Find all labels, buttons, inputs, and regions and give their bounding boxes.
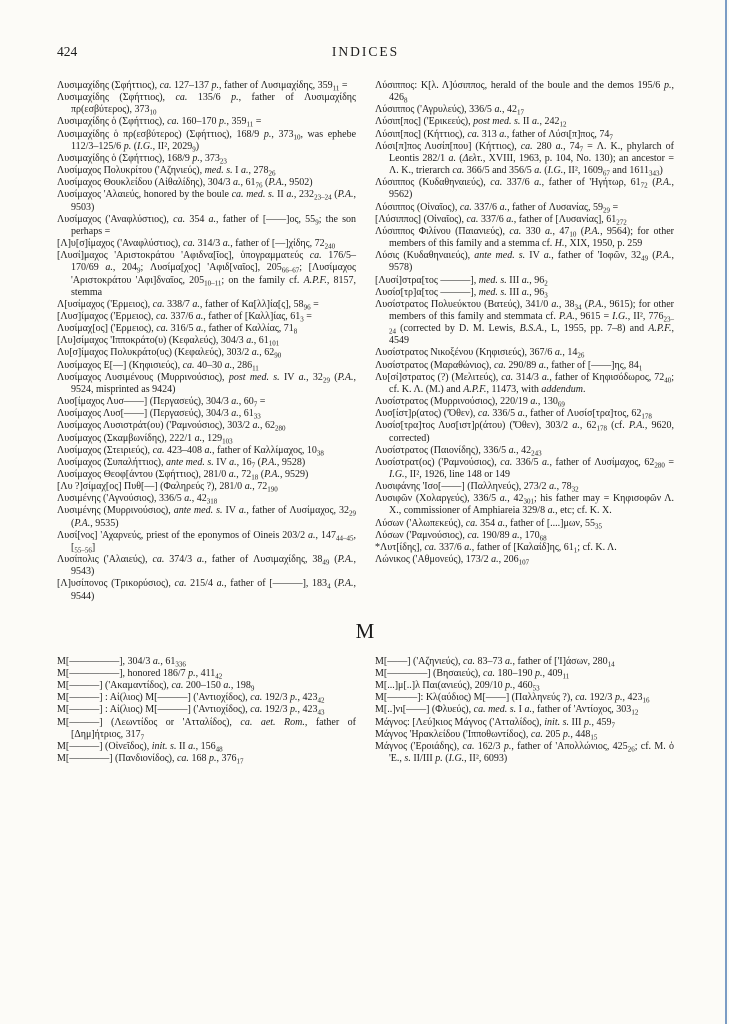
m-left-column	[57, 656, 356, 765]
index-entry: Λύσιπ[πος] ('Ερικεεύς), post med. s. II a., $242_{12}$	[375, 116, 567, 129]
index-entry: Λυσίμαχος (Συπαλήττιος), ante med. s. IV a., $16_7$ (P.A., 9528)	[57, 456, 306, 470]
index-entry: Λώνικος ('Αθμονεύς), 173/2 a., $206_{107}$	[375, 554, 530, 567]
index-entry: Λυσ[ίμαχος Λυσ——] (Περγασεύς), 304/3 a., $60_7$ =	[57, 396, 266, 409]
section-m-heading: M	[355, 618, 376, 643]
index-entry: [Λυ]σίμαχος 'Ιπποκράτο(υ) (Κεφαλεύς), 304/3 a., $61_{101}$	[57, 335, 280, 348]
index-entry: Λυσίσ[τρ]α[τος ———], med. s. III a., $96_3$	[375, 286, 548, 300]
lambda-right-column	[375, 80, 674, 603]
index-entry: Μ[————] (Βησαιεύς), ca. 180–190 p., $409_{11}$	[375, 667, 570, 681]
index-entry: Λυσιμένης ('Αγνούσιος), 336/5 a., $42_{318}$	[57, 493, 218, 506]
index-entry: Μάγνος 'Ηρακλείδου ('Ιπποθωντίδος), ca. 205 p., $448_{15}$	[375, 728, 598, 742]
index-entry: Λυσίμαχος Λυσιμένους (Μυρρινούσιος), post med. s. IV a., $32_{29}$ (P.A., 9524, misprinted as 9424)	[57, 371, 356, 395]
index-entry: Μ[—————], 304/3 a., $61_{336}$	[57, 655, 186, 669]
index-entry: Λύσιππος ('Αγρυλεύς), 336/5 a., $42_{17}$	[375, 104, 524, 117]
index-entry: Μ[———] (Οἰνεῖδος), init. s. II a., $156_{48}$	[57, 740, 223, 754]
index-entry: *Λυτ[ίδης], ca. 337/6 a., father of [Καλαίδ]ης, $61_1$; cf. Κ. Λ.	[375, 541, 617, 555]
index-entry: Λυσίστρατος (Παιονίδης), 336/5 a., $42_{243}$	[375, 444, 542, 458]
index-entry: Μάγνος: [Λεύ]κιος Μάγνος ('Ατταλίδος), init. s. III p., $459_7$	[375, 716, 615, 729]
index-entry: Λυσίμαχος ('Αναφλύστιος), ca. 354 a., father of [——]ος, $55_9$; the son perhaps =	[57, 213, 357, 237]
index-entry: Λυσιφῶν (Χολαργεύς), 336/5 a., $42_{301}$; his father may = Κηφισοφῶν Λ. Χ., commissioner of Amphiareia 329/8 a., etc; cf. Κ. Χ.	[375, 493, 675, 517]
index-entry: Λυσί[νος] 'Αχαρνεύς, priest of the eponymos of Oineis 203/2 a., $147_{44-45}$, $[_{55-56}]$	[57, 529, 357, 555]
index-entry: [Λύσιππος] (Οἰναῖος), ca. 337/6 a., father of [Λυσανίας], $61_{272}$	[375, 213, 627, 227]
index-entry: Λύσις (Κυδαθηναιεύς), ante med. s. IV a., father of 'Ιοφῶν, $32_{49}$ (P.A., 9578)	[375, 250, 675, 274]
index-entry: Μ[———] : Αἰ(λιος) Μ[———] ('Αντιοχίδος), ca. 192/3 p., $423_{43}$	[57, 704, 325, 717]
index-entry: Λυσιμαχίδης ὁ (Σφήττιος), 168/9 p., $373_{23}$	[57, 152, 227, 166]
index-entry: Λυσίμαχος (Σκαμβωνίδης), 222/1 a., $129_{103}$	[57, 432, 233, 446]
lambda-left-column	[57, 80, 356, 603]
index-entry: [Λ]υ[σ]ίμαχος ('Αναφλύστιος), ca. 314/3 a., father of [—]χίδης, $72_{240}$	[57, 238, 336, 251]
index-entry: Λυσ[ίστ]ρ(ατος) ('Όθεν), ca. 336/5 a., father of Λυσίσ[τρα]τος, $62_{178}$	[375, 408, 652, 421]
index-entry: Λυσιμαχίδης (Σφήττιος), ca. 127–137 p., father of Λυσιμαχίδης, $359_{11}$ =	[57, 80, 348, 93]
index-entry: [Λυ ?]σίμαχ[ος] Πυθ[—] (Φαληρεύς ?), 281/0 a., $72_{190}$	[57, 481, 278, 494]
index-entry: Λυσίμαχ[ος] ('Ερμειος), ca. 316/5 a., father of Καλλίας, $71_8$	[57, 323, 298, 336]
index-entry: Λυσίμαχος 'Αλαιεύς, honored by the boule ca. med. s. II a., $232_{23-24}$ (P.A., 9503)	[57, 189, 356, 213]
index-entry: Λυσιφάνης 'Ισο[——] (Παλληνεύς), 273/2 a., $78_{32}$	[375, 481, 579, 494]
index-entry: Λύσι[π]πος Λυσίπ[που] (Κήττιος), ca. 280 a., $74_7 = \Lambda$. Κ., phylarch of Leontis 282/1 a. (Δελτ., XVIII, 1963, p. 104, No. 130); an ancestor = Λ. Κ., trierarch ca. 366/5 and 356/5 a. (I.G., II², $1609_{67}$ and $1611_{343}$)	[375, 140, 675, 178]
index-entry: Λυ[σί]στρατος (?) (Μελιτεύς), ca. 314/3 a., father of Κηφισόδωρος, $72_{40}$; cf. Κ. Λ. (Μ.) and A.P.F., 11473, with addendum.	[375, 371, 674, 395]
index-entry: Μ[———]: Κλ(αύδιος) Μ[——] (Παλληνεύς ?), ca. 192/3 p., $423_{16}$	[375, 692, 650, 705]
index-entry: Λυσιμένης (Μυρρινούσιος), ante med. s. IV a., father of Λυσίμαχος, $32_{29}$ (P.A., 9535)	[57, 505, 356, 529]
index-entry: Μ[————] (Πανδιονίδος), ca. 168 p., $376_{17}$	[57, 752, 244, 766]
page-number: 424	[57, 44, 78, 59]
index-entry: Μ[——] ('Αζηνιεύς), ca. 83–73 a., father of ['Ι]άσων, $280_{14}$	[375, 655, 615, 669]
index-entry: Λυσίμαχος (Στειριεύς), ca. 423–408 a., father of Καλλίμαχος, $10_{38}$	[57, 444, 324, 458]
index-entry: Μ[———] : Αἰ(λιος) Μ[———] ('Αντιοχίδος), ca. 192/3 p., $423_{42}$	[57, 692, 325, 705]
index-entry: Λυσίμαχος Πολυκρίτου ('Αζηνιεύς), med. s. I a., $278_{26}$	[57, 165, 276, 178]
index-entry: Λυσίμαχος Λυσ[——] (Περγασεύς), 304/3 a., $61_{33}$	[57, 408, 261, 421]
index-entry: Λύσιππος Φιλίνου (Παιανιεύς), ca. 330 a., $47_{10}$ (P.A., 9564); for other members of this family and a stemma cf. H., XIX, 1950, p. 259	[375, 225, 674, 250]
index-entry: Λύσιππος (Οἰναῖος), ca. 337/6 a., father of Λυσανίας, $59_{29}$ =	[375, 201, 619, 215]
index-entry: Λυ[σ]ίμαχος Πολυκράτο(υς) (Κεφαλεύς), 303/2 a., $62_{90}$	[57, 347, 282, 360]
index-entry: Μ[———] ('Ακαμαντίδος), ca. 200–150 a., $198_9$	[57, 680, 255, 693]
index-entry: Λυσιμαχίδης ὁ (Σφήττιος), ca. 160–170 p., $359_{11}$ =	[57, 116, 262, 129]
m-index-section	[57, 656, 674, 765]
index-entry: Λ[υσίμαχος ('Ερμειος), ca. 338/7 a., father of Κα[λλ]ία[ς], $58_{96}$ =	[57, 298, 319, 312]
index-entry: Λυσίστρατος Πολυεύκτου (Βατεύς), 341/0 a., $38_{34}$ (P.A., 9615); for other members of this family and stemmata cf. P.A., 9615 = I.G., II², $776_{23-24}$ (corrected by D. M. Lewis, B.S.A., L, 1955, pp. 7–8) and A.P.F., 4549	[375, 298, 674, 347]
index-entry: Λύσιππος (Κυδαθηναιεύς), ca. 337/6 a., father of 'Ηγήτωρ, $61_{72}$ (P.A., 9562)	[375, 177, 674, 201]
index-entry: Λύσων ('Ραμνούσιος), ca. 190/89 a., $170_{68}$	[375, 529, 547, 543]
page-header-title: INDICES	[331, 44, 400, 59]
index-entry: Λυσίσ[τρα]τος Λυσ[ιστ]ρ(άτου) ('Όθεν), 303/2 a., $62_{178}$ (cf. P.A., 9620, corrected)	[375, 420, 674, 444]
index-entry: Λυσίμαχος Λυσιστράτ(ου) ('Ραμνούσιος), 303/2 a., $62_{280}$	[57, 420, 286, 433]
index-entry: Λυσιμαχίδης (Σφήττιος), ca. 135/6 p., father of Λυσιμαχίδης πρ(εσβύτερος), $373_{10}$	[57, 92, 357, 117]
index-entry: Μ[—————], honored 186/7 p., $411_{42}$	[57, 667, 223, 681]
index-entry: Λυσίστρατος (Μυρρινούσιος), 220/19 a., $130_{69}$	[375, 396, 565, 409]
lambda-index-section	[57, 80, 674, 603]
page-header	[57, 44, 674, 68]
index-entry: [Λυσί]μαχος 'Αριστοκράτου 'Αφιδνα[ῖος], ὑπογραμματεύς ca. 176/5–170/69 a., $204_9$; Λυσίμα[χος] 'Αφιδ[ναῖος], $205_{66-67}$; [Λυσίμαχος 'Αριστοκράτου 'Αφι]δναῖος, $205_{10-11}$; on the family cf. A.P.F., 8157, stemma	[57, 250, 357, 298]
index-entry: Μάγνος ('Εροιάδης), ca. 162/3 p., father of 'Απολλώνιος, $425_{26}$; cf. Μ. ὁ 'Ε., s. II/III p. (I.G., II², 6093)	[375, 740, 674, 764]
index-entry: Μ[..]νι[——] (Φλυεύς), ca. med. s. I a., father of 'Αντίοχος, $303_{12}$	[375, 704, 639, 717]
scan-edge-artifact	[725, 0, 727, 1024]
index-entry: [Λυσ]ίμαχος ('Ερμειος), ca. 337/6 a., father of [Καλλ]ίας, $61_3$ =	[57, 310, 312, 324]
m-right-column	[375, 656, 674, 765]
index-entry: Λυσιμαχίδης ὁ πρ(εσβύτερος) (Σφήττιος), 168/9 p., $373_{10}$, was ephebe 112/3–125/6 p. (I.G., II², $2029_9$)	[57, 128, 357, 154]
index-entry: Λυσίμαχος Θεοφ[άντου (Σφήττιος), 281/0 a., $72_{18}$ (P.A., 9529)	[57, 469, 309, 482]
index-entry: Μ[...]μ[..]λ Παι(ανιεύς), 209/10 p., $460_{53}$	[375, 680, 540, 693]
index-entry: Λυσίστρατος Νικοξένου (Κηφισιεύς), 367/6 a., $14_{26}$	[375, 347, 585, 360]
index-entry: Λύσιπ[πος] (Κήττιος), ca. 313 a., father of Λύσι[π]πος, $74_7$	[375, 128, 613, 142]
index-entry: Λυσίμαχος Ε[—] (Κηφισιεύς), ca. 40–30 a., $286_{11}$	[57, 359, 259, 373]
index-entry: [Λ]υσίπονος (Τρικορύσιος), ca. 215/4 a., father of [———], $183_4$ (P.A., 9544)	[57, 578, 356, 602]
index-entry: Λύσιππος: Κ[λ. Λ]ύσιππος, herald of the boule and the demos 195/6 p., $426_8$	[375, 80, 674, 105]
index-entry: Λυσίστρατος (Μαραθώνιος), ca. 290/89 a., father of [——]ης, $84_1$	[375, 359, 643, 373]
index-entry: Λυσίμαχος Θουκλείδου (Αἰθαλίδης), 304/3 a., $61_{76}$ (P.A., 9502)	[57, 177, 313, 190]
index-entry: [Λυσί]στρα[τος ———], med. s. III a., $96_2$	[375, 274, 548, 287]
index-entry: Μ[———] (Λεωντίδος or 'Ατταλίδος), ca. aet. Rom., father of [Δημ]ήτριος, $317_7$	[57, 716, 356, 742]
index-entry: Λυσίπολις ('Αλαιεύς), ca. 374/3 a., father of Λυσιμαχίδης, $38_{49}$ (P.A., 9543)	[57, 554, 357, 578]
index-entry: Λύσων ('Αλωπεκεύς), ca. 354 a., father of [....]μων, $55_{35}$	[375, 517, 602, 531]
index-entry: Λυσίστρατ(ος) ('Ραμνούσιος), ca. 336/5 a., father of Λυσίμαχος, $62_{280} = I.G$., II², 1926, line 148 or 149	[375, 456, 675, 480]
